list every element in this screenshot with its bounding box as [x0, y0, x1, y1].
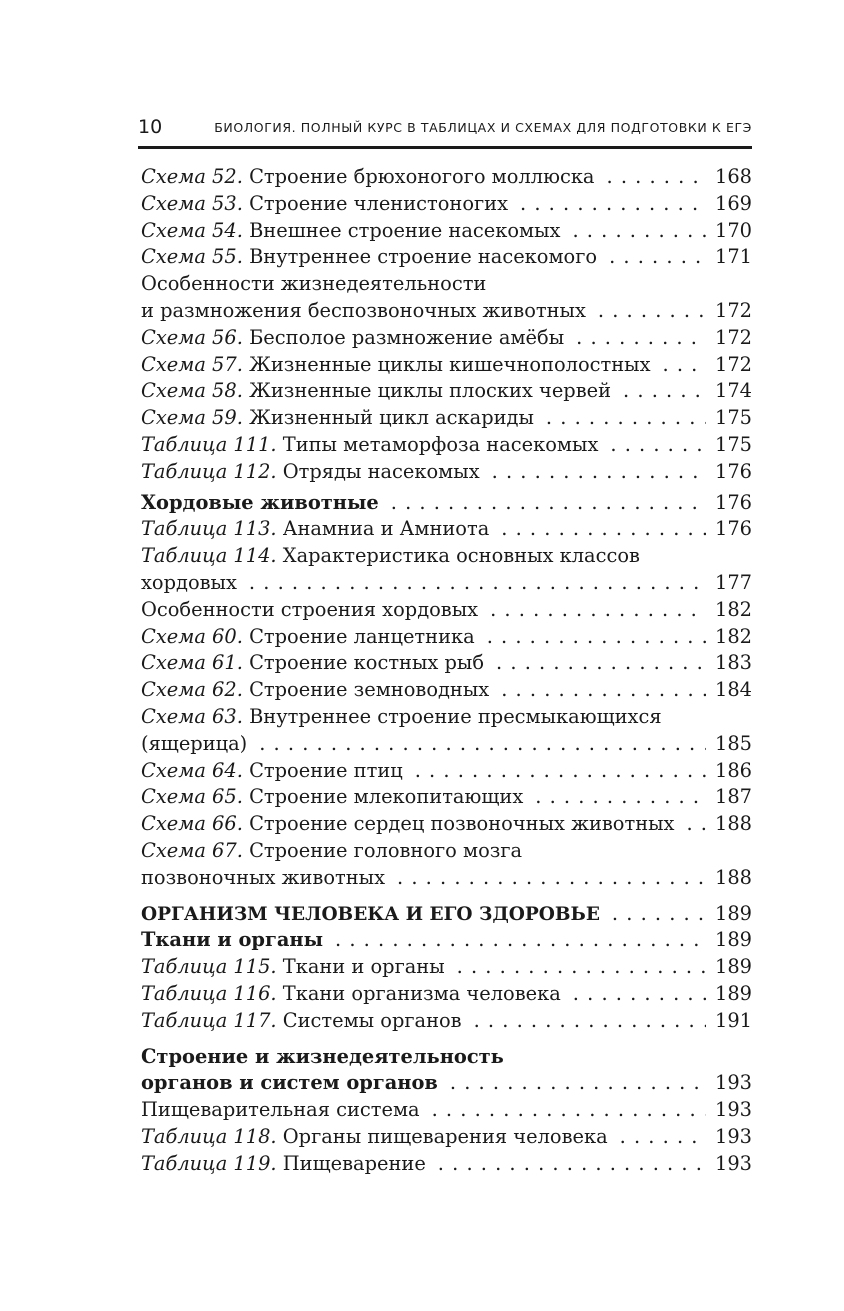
header-rule [138, 146, 752, 149]
toc-entry-continued[interactable] [141, 271, 752, 298]
leader-dots [438, 1151, 706, 1178]
leader-dots [487, 624, 706, 651]
entry-page: 177 [714, 570, 752, 594]
toc-entry[interactable] [141, 758, 752, 785]
toc-entry[interactable] [141, 543, 752, 570]
entry-page: 176 [714, 490, 752, 514]
leader-dots [620, 1124, 706, 1151]
toc-part-heading[interactable] [141, 901, 752, 928]
toc-entry[interactable] [141, 1008, 752, 1035]
toc-entry[interactable] [141, 954, 752, 981]
entry-page: 172 [714, 352, 752, 376]
toc-entry[interactable] [141, 811, 752, 838]
leader-dots [598, 298, 706, 325]
entry-title: Пищеварение [282, 1151, 426, 1175]
toc-entry[interactable] [141, 1097, 752, 1124]
entry-label: Таблица 113. [141, 517, 277, 541]
leader-dots [457, 954, 706, 981]
toc-entry[interactable] [141, 1151, 752, 1178]
entry-title: Внешнее строение насекомых [249, 218, 561, 242]
leader-dots [259, 731, 706, 758]
leader-dots [490, 597, 706, 624]
leader-dots [573, 981, 706, 1008]
toc-entry[interactable] [141, 624, 752, 651]
leader-dots [249, 570, 706, 597]
leader-dots [335, 927, 706, 954]
toc-entry[interactable] [141, 516, 752, 543]
entry-label: Схема 63. [141, 704, 243, 728]
entry-label: Схема 56. [141, 325, 243, 349]
entry-title: Системы органов [282, 1008, 462, 1032]
entry-page: 188 [714, 865, 752, 889]
entry-label: Схема 54. [141, 218, 243, 242]
entry-label: Схема 64. [141, 758, 243, 782]
entry-page: 189 [714, 928, 752, 952]
leader-dots [496, 650, 706, 677]
entry-label: Схема 55. [141, 245, 243, 269]
entry-title: (ящерица) [141, 731, 248, 755]
leader-dots [501, 516, 706, 543]
entry-title: Строение птиц [249, 758, 403, 782]
entry-label: Таблица 117. [141, 1008, 277, 1032]
entry-label: Схема 61. [141, 651, 243, 675]
leader-dots [391, 490, 706, 517]
entry-page: 170 [714, 218, 752, 242]
entry-title: Жизненные циклы кишечнополостных [249, 352, 651, 376]
toc-entry[interactable] [141, 838, 752, 865]
toc-entry[interactable] [141, 459, 752, 486]
entry-page: 183 [714, 651, 752, 675]
entry-page: 186 [714, 758, 752, 782]
entry-page: 189 [714, 981, 752, 1005]
toc-entry[interactable] [141, 597, 752, 624]
entry-title: Внутреннее строение насекомого [249, 245, 598, 269]
entry-title: Особенности жизнедеятельности [141, 272, 487, 296]
entry-label: Схема 66. [141, 812, 243, 836]
entry-page: 193 [714, 1124, 752, 1148]
entry-page: 169 [714, 191, 752, 215]
entry-label: Схема 62. [141, 678, 243, 702]
toc-entry[interactable] [141, 981, 752, 1008]
section-title: Хордовые животные [141, 490, 379, 514]
entry-page: 185 [714, 731, 752, 755]
entry-page: 193 [714, 1151, 752, 1175]
entry-title: Строение головного мозга [249, 838, 523, 862]
part-title: ОРГАНИЗМ ЧЕЛОВЕКА И ЕГО ЗДОРОВЬЕ [141, 903, 600, 925]
entry-title: Ткани и органы [282, 955, 445, 979]
entry-page: 172 [714, 325, 752, 349]
entry-title: Пищеварительная система [141, 1098, 420, 1122]
leader-dots [397, 865, 706, 892]
page-number: 10 [138, 116, 163, 138]
entry-page: 182 [714, 597, 752, 621]
entry-page: 171 [714, 245, 752, 269]
entry-page: 193 [714, 1098, 752, 1122]
leader-dots [546, 405, 706, 432]
toc-entry[interactable] [141, 650, 752, 677]
entry-title: Типы метаморфоза насекомых [282, 432, 599, 456]
leader-dots [432, 1097, 706, 1124]
toc-entry[interactable] [141, 378, 752, 405]
leader-dots [520, 191, 706, 218]
entry-title: Строение членистоногих [249, 191, 509, 215]
entry-title: Строение млекопитающих [249, 785, 524, 809]
entry-title: Отряды насекомых [282, 459, 480, 483]
leader-dots [450, 1070, 706, 1097]
leader-dots [535, 784, 706, 811]
entry-title: Характеристика основных классов [282, 544, 640, 568]
entry-page: 193 [714, 1071, 752, 1095]
entry-title: Внутреннее строение пресмыкающихся [249, 704, 662, 728]
leader-dots [663, 352, 706, 379]
entry-label: Схема 57. [141, 352, 243, 376]
toc-entry[interactable] [141, 164, 752, 191]
toc-section-heading[interactable] [141, 1044, 752, 1071]
entry-label: Таблица 112. [141, 459, 277, 483]
entry-label: Схема 65. [141, 785, 243, 809]
table-of-contents [141, 164, 752, 1177]
leader-dots [623, 378, 706, 405]
leader-dots [610, 432, 706, 459]
entry-page: 176 [714, 459, 752, 483]
leader-dots [415, 758, 706, 785]
toc-entry[interactable] [141, 298, 752, 325]
toc-entry[interactable] [141, 218, 752, 245]
entry-page: 175 [714, 432, 752, 456]
entry-title: Органы пищеварения человека [282, 1124, 608, 1148]
entry-label: Схема 60. [141, 624, 243, 648]
leader-dots [607, 164, 707, 191]
entry-title: Строение ланцетника [249, 624, 475, 648]
entry-page: 187 [714, 785, 752, 809]
toc-entry-continued[interactable] [141, 731, 752, 758]
toc-entry[interactable] [141, 677, 752, 704]
toc-entry[interactable] [141, 432, 752, 459]
toc-section-heading[interactable] [141, 927, 752, 954]
toc-section-heading[interactable] [141, 490, 752, 517]
toc-entry-continued[interactable] [141, 570, 752, 597]
section-title: Ткани и органы [141, 928, 324, 952]
entry-title: Жизненные циклы плоских червей [249, 379, 612, 403]
entry-title: Бесполое размножение амёбы [249, 325, 565, 349]
entry-label: Таблица 116. [141, 981, 277, 1005]
entry-title: Особенности строения хордовых [141, 597, 479, 621]
entry-label: Таблица 118. [141, 1124, 277, 1148]
entry-page: 172 [714, 298, 752, 322]
entry-title: Анамниа и Амниота [282, 517, 490, 541]
leader-dots [474, 1008, 706, 1035]
toc-entry[interactable] [141, 704, 752, 731]
entry-label: Схема 59. [141, 406, 243, 430]
entry-title: и размножения беспозвоночных животных [141, 298, 586, 322]
entry-title: Строение сердец позвоночных животных [249, 812, 675, 836]
leader-dots [501, 677, 706, 704]
entry-page: 189 [714, 901, 752, 925]
entry-title: Строение костных рыб [249, 651, 485, 675]
entry-label: Схема 58. [141, 379, 243, 403]
entry-page: 182 [714, 624, 752, 648]
entry-page: 174 [714, 379, 752, 403]
entry-label: Схема 53. [141, 191, 243, 215]
page-header [138, 113, 752, 145]
section-title: органов и систем органов [141, 1071, 438, 1095]
entry-label: Схема 52. [141, 165, 243, 188]
toc-entry[interactable] [141, 352, 752, 379]
leader-dots [576, 325, 706, 352]
toc-section-heading-continued[interactable] [141, 1070, 752, 1097]
toc-entry[interactable] [141, 244, 752, 271]
entry-title: Строение брюхоногого моллюска [249, 165, 595, 188]
entry-page: 168 [714, 165, 752, 188]
entry-page: 175 [714, 406, 752, 430]
leader-dots [612, 901, 706, 928]
running-title: БИОЛОГИЯ. ПОЛНЫЙ КУРС В ТАБЛИЦАХ И СХЕМАХ ДЛЯ ПОДГОТОВКИ К ЕГЭ [214, 120, 752, 135]
entry-page: 188 [714, 812, 752, 836]
leader-dots [686, 811, 706, 838]
entry-page: 176 [714, 517, 752, 541]
entry-label: Схема 67. [141, 838, 243, 862]
section-title: Строение и жизнедеятельность [141, 1044, 504, 1068]
entry-label: Таблица 119. [141, 1151, 277, 1175]
leader-dots [492, 459, 706, 486]
entry-page: 191 [714, 1008, 752, 1032]
toc-entry-continued[interactable] [141, 865, 752, 892]
leader-dots [609, 244, 706, 271]
toc-entry[interactable] [141, 1124, 752, 1151]
leader-dots [572, 218, 706, 245]
entry-title: позвоночных животных [141, 865, 386, 889]
entry-title: Жизненный цикл аскариды [249, 406, 534, 430]
entry-label: Таблица 114. [141, 544, 277, 568]
entry-title: хордовых [141, 570, 237, 594]
toc-entry[interactable] [141, 405, 752, 432]
entry-label: Таблица 111. [141, 432, 277, 456]
toc-entry[interactable] [141, 325, 752, 352]
entry-page: 184 [714, 678, 752, 702]
toc-entry[interactable] [141, 191, 752, 218]
entry-title: Строение земноводных [249, 678, 490, 702]
entry-page: 189 [714, 955, 752, 979]
entry-label: Таблица 115. [141, 955, 277, 979]
entry-title: Ткани организма человека [282, 981, 561, 1005]
toc-entry[interactable] [141, 784, 752, 811]
